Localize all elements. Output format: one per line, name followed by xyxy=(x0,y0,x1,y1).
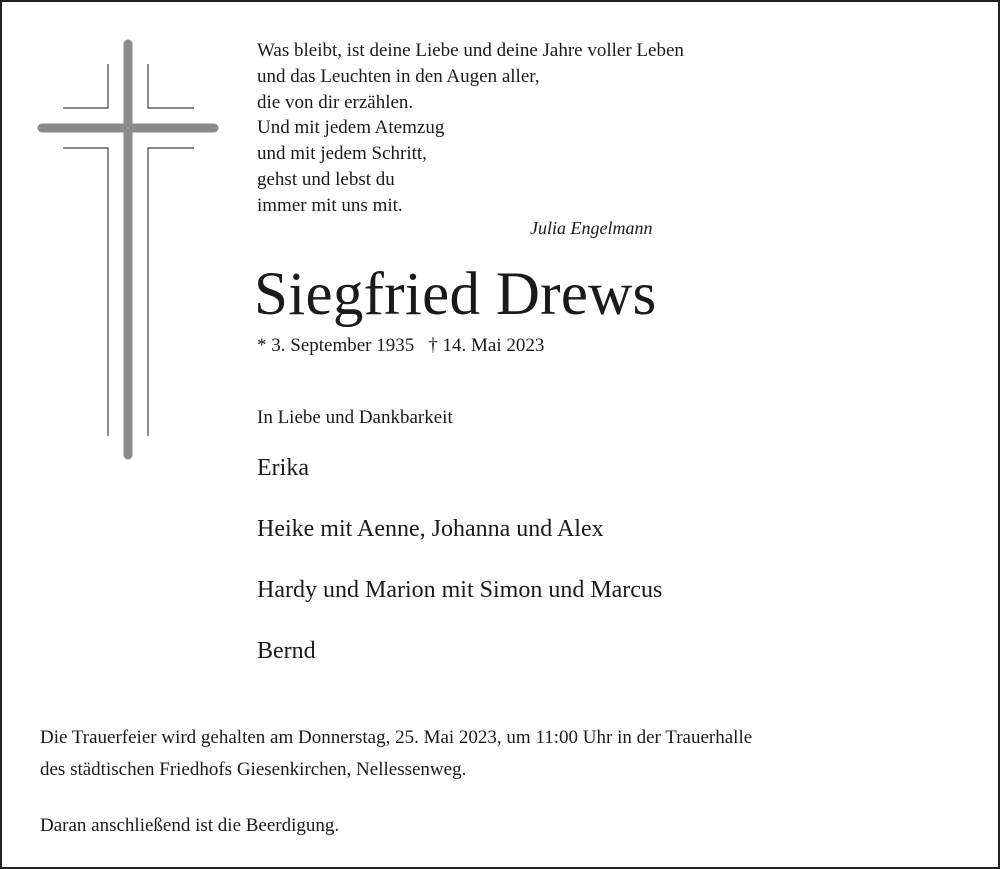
poem-line: gehst und lebst du xyxy=(257,168,395,190)
poem-line: und das Leuchten in den Augen aller, xyxy=(257,65,540,87)
deceased-name: Siegfried Drews xyxy=(254,261,657,328)
poem-line: Und mit jedem Atemzug xyxy=(257,117,445,139)
poem-line: Was bleibt, ist deine Liebe und deine Jahre voller Leben xyxy=(257,40,684,61)
funeral-service-line: Die Trauerfeier wird gehalten am Donnerstag, 25. Mai 2023, um 11:00 Uhr in der Trauerhalle xyxy=(40,727,753,748)
christian-cross-icon xyxy=(32,36,224,464)
death-date: † 14. Mai 2023 xyxy=(428,335,545,356)
poem-author: Julia Engelmann xyxy=(530,218,653,238)
poem-line: und mit jedem Schritt, xyxy=(257,143,427,165)
mourner-name: Bernd xyxy=(257,638,316,664)
mourners-intro: In Liebe und Dankbarkeit xyxy=(257,407,453,428)
mourner-name: Heike mit Aenne, Johanna und Alex xyxy=(257,516,604,542)
mourner-name: Erika xyxy=(257,455,309,481)
funeral-service-line: des städtischen Friedhofs Giesenkirchen, Nellessenweg. xyxy=(40,759,467,780)
poem xyxy=(257,38,817,219)
poem-line: immer mit uns mit. xyxy=(257,194,403,216)
poem-line: die von dir erzählen. xyxy=(257,91,414,113)
mourner-name: Hardy und Marion mit Simon und Marcus xyxy=(257,577,663,603)
birth-date: * 3. September 1935 xyxy=(257,335,415,356)
burial-note: Daran anschließend ist die Beerdigung. xyxy=(40,815,340,836)
life-dates xyxy=(257,335,544,357)
funeral-service-info xyxy=(40,722,970,786)
